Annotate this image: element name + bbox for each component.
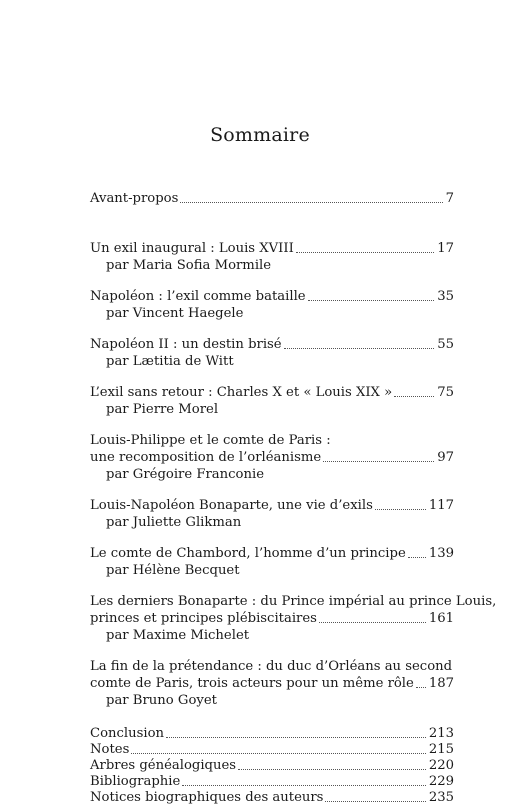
toc-entry-author: par Lætitia de Witt <box>106 354 234 369</box>
toc-entry-title: Un exil inaugural : Louis XVIII <box>90 241 294 256</box>
dot-leader <box>394 395 434 397</box>
toc-row-arbres <box>90 758 454 774</box>
table-of-contents <box>90 190 497 806</box>
toc-entry-author: par Grégoire Franconie <box>106 467 264 482</box>
dot-leader <box>284 347 435 349</box>
dot-leader <box>325 800 425 802</box>
toc-entry-author: par Hélène Becquet <box>106 563 240 578</box>
page-title: Sommaire <box>210 124 310 146</box>
toc-page-number: 213 <box>428 726 454 741</box>
toc-page-number: 161 <box>428 611 454 626</box>
toc-entry-chapter <box>90 240 454 274</box>
dot-leader <box>182 784 426 786</box>
toc-entry-author: par Bruno Goyet <box>106 693 217 708</box>
group-gap <box>90 224 454 240</box>
toc-entry-title: Napoléon II : un destin brisé <box>90 337 282 352</box>
toc-row <box>90 336 454 353</box>
toc-entry-title-line: Louis-Philippe et le comte de Paris : <box>90 433 331 448</box>
toc-page-number: 187 <box>428 676 454 691</box>
toc-entry-chapter <box>90 288 454 322</box>
toc-entry-author: par Maxime Michelet <box>106 628 250 643</box>
toc-entry-title: Le comte de Chambord, l’homme d’un principe <box>90 546 406 561</box>
toc-entry-avant-propos <box>90 190 454 207</box>
toc-page-number: 235 <box>428 790 454 805</box>
toc-row <box>90 545 454 562</box>
toc-page-number: 35 <box>437 289 454 304</box>
toc-row-notes <box>90 742 454 758</box>
toc-page-number: 229 <box>428 774 454 789</box>
dot-leader <box>375 508 426 510</box>
toc-entry-title-line: La fin de la prétendance : du duc d’Orléans au second <box>90 659 453 674</box>
toc-row <box>90 240 454 257</box>
dot-leader <box>416 686 426 688</box>
toc-entry-title: Notes <box>90 742 130 757</box>
toc-entry-author: par Juliette Glikman <box>106 515 242 530</box>
toc-row <box>90 610 454 627</box>
toc-entry-author: par Pierre Morel <box>106 402 219 417</box>
toc-row <box>90 288 454 305</box>
toc-entry-chapter <box>90 593 497 644</box>
toc-entry-title: comte de Paris, trois acteurs pour un même rôle <box>90 676 414 691</box>
toc-entry-author: par Maria Sofia Mormile <box>106 258 272 273</box>
toc-entry-title: Bibliographie <box>90 774 181 789</box>
dot-leader <box>166 736 426 738</box>
toc-row <box>90 384 454 401</box>
toc-entry-chapter <box>90 432 454 483</box>
toc-row <box>90 675 454 692</box>
toc-page-number: 117 <box>428 498 454 513</box>
toc-page-number: 7 <box>445 191 454 206</box>
toc-back-matter <box>90 726 454 806</box>
toc-entry-chapter <box>90 658 454 709</box>
toc-entry-title: Conclusion <box>90 726 165 741</box>
toc-entry-title-line: Les derniers Bonaparte : du Prince impérial au prince Louis, <box>90 594 497 609</box>
toc-entry-title: L’exil sans retour : Charles X et « Louis XIX » <box>90 385 393 400</box>
dot-leader <box>323 460 434 462</box>
toc-page-number: 17 <box>437 241 454 256</box>
dot-leader <box>180 201 442 203</box>
dot-leader <box>296 251 434 253</box>
toc-page-number: 139 <box>428 546 454 561</box>
toc-entry-author: par Vincent Haegele <box>106 306 244 321</box>
toc-entry-chapter <box>90 336 454 370</box>
toc-row-bibliographie <box>90 774 454 790</box>
toc-entry-title: Arbres généalogiques <box>90 758 237 773</box>
toc-page-number: 215 <box>428 742 454 757</box>
toc-row <box>90 497 454 514</box>
dot-leader <box>319 621 426 623</box>
toc-page-number: 75 <box>437 385 454 400</box>
toc-page-number: 220 <box>428 758 454 773</box>
toc-page-number: 55 <box>437 337 454 352</box>
toc-entry-title: Napoléon : l’exil comme bataille <box>90 289 306 304</box>
toc-entry-chapter <box>90 497 454 531</box>
toc-row <box>90 449 454 466</box>
dot-leader <box>308 299 435 301</box>
toc-entry-chapter <box>90 545 454 579</box>
toc-entry-title: Avant-propos <box>90 191 179 206</box>
toc-entry-title: princes et principes plébiscitaires <box>90 611 317 626</box>
toc-entry-chapter <box>90 384 454 418</box>
toc-row <box>90 190 454 207</box>
dot-leader <box>408 556 426 558</box>
toc-entry-title: une recomposition de l’orléanisme <box>90 450 322 465</box>
toc-entry-title: Notices biographiques des auteurs <box>90 790 324 805</box>
toc-page-number: 97 <box>437 450 454 465</box>
toc-row-conclusion <box>90 726 454 742</box>
dot-leader <box>131 752 425 754</box>
dot-leader <box>238 768 426 770</box>
toc-entry-title: Louis-Napoléon Bonaparte, une vie d’exils <box>90 498 373 513</box>
toc-row-notices <box>90 790 454 806</box>
